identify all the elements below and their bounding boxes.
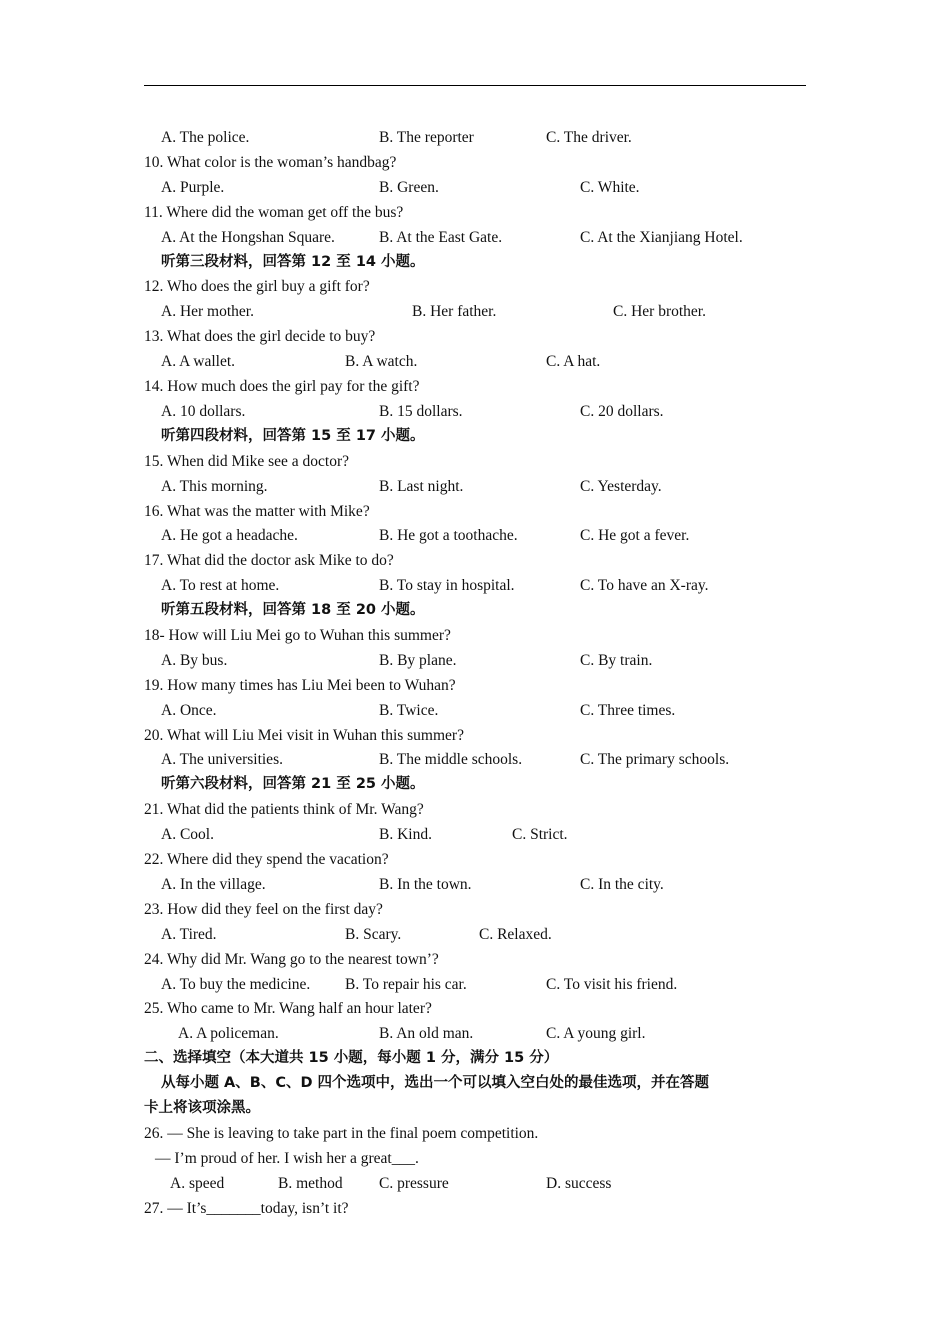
option-text: C. To visit his friend.: [546, 976, 678, 993]
text-line: [0, 1199, 950, 1219]
line-text: 19. How many times has Liu Mei been to Wuhan?: [144, 677, 456, 694]
text-line: [0, 975, 950, 995]
line-text: — I’m proud of her. I wish her a great___.: [155, 1150, 419, 1167]
line-text: 23. How did they feel on the first day?: [144, 901, 383, 918]
section-heading: [0, 600, 950, 620]
option-text: B. To stay in hospital.: [379, 577, 515, 594]
option-text: C. He got a fever.: [580, 527, 690, 544]
text-line: [0, 1124, 950, 1144]
section-heading: [0, 774, 950, 794]
option-text: A. speed: [170, 1175, 225, 1192]
line-text: 25. Who came to Mr. Wang half an hour later?: [144, 1000, 432, 1017]
line-text: 24. Why did Mr. Wang go to the nearest town’?: [144, 951, 439, 968]
option-text: A. He got a headache.: [161, 527, 298, 544]
option-text: B. Her father.: [412, 303, 497, 320]
text-line: [0, 875, 950, 895]
part-instruction: [0, 1098, 950, 1118]
option-text: B. Green.: [379, 179, 439, 196]
option-text: C. The primary schools.: [580, 751, 730, 768]
text-line: [0, 352, 950, 372]
header-rule: [144, 85, 806, 86]
option-text: A. Once.: [161, 702, 217, 719]
text-line: [0, 999, 950, 1019]
line-text: 15. When did Mike see a doctor?: [144, 453, 350, 470]
option-text: C. Her brother.: [613, 303, 706, 320]
line-text: 听第六段材料，回答第 21 至 25 小题。: [161, 776, 425, 792]
option-text: C. A hat.: [546, 353, 601, 370]
text-line: [0, 203, 950, 223]
text-line: [0, 228, 950, 248]
option-text: A. The universities.: [161, 751, 283, 768]
option-text: B. To repair his car.: [345, 976, 467, 993]
option-text: B. Last night.: [379, 478, 464, 495]
line-text: 17. What did the doctor ask Mike to do?: [144, 552, 394, 569]
text-line: [0, 576, 950, 596]
text-line: [0, 128, 950, 148]
line-text: 听第三段材料，回答第 12 至 14 小题。: [161, 254, 425, 270]
text-line: [0, 676, 950, 696]
option-text: A. The police.: [161, 129, 250, 146]
line-text: 11. Where did the woman get off the bus?: [144, 204, 404, 221]
line-text: 20. What will Liu Mei visit in Wuhan this summer?: [144, 727, 464, 744]
line-text: 18- How will Liu Mei go to Wuhan this summer?: [144, 627, 451, 644]
option-text: B. 15 dollars.: [379, 403, 463, 420]
line-text: 21. What did the patients think of Mr. Wang?: [144, 801, 424, 818]
text-line: [0, 551, 950, 571]
line-text: 听第四段材料，回答第 15 至 17 小题。: [161, 428, 425, 444]
option-text: A. Her mother.: [161, 303, 254, 320]
option-text: A. In the village.: [161, 876, 266, 893]
text-line: [0, 900, 950, 920]
option-text: A. At the Hongshan Square.: [161, 229, 335, 246]
option-text: A. To buy the medicine.: [161, 976, 311, 993]
option-text: A. 10 dollars.: [161, 403, 246, 420]
line-text: 26. — She is leaving to take part in the final poem competition.: [144, 1125, 539, 1142]
option-text: C. In the city.: [580, 876, 664, 893]
text-line: [0, 1024, 950, 1044]
text-line: [0, 825, 950, 845]
section-heading: [0, 426, 950, 446]
text-line: [0, 277, 950, 297]
option-text: A. This morning.: [161, 478, 268, 495]
option-text: A. Tired.: [161, 926, 217, 943]
line-text: 听第五段材料，回答第 18 至 20 小题。: [161, 602, 425, 618]
line-text: 16. What was the matter with Mike?: [144, 503, 370, 520]
text-line: [0, 153, 950, 173]
part-instruction: [0, 1048, 950, 1068]
text-line: [0, 477, 950, 497]
text-line: [0, 327, 950, 347]
option-text: C. Strict.: [512, 826, 568, 843]
option-text: A. By bus.: [161, 652, 228, 669]
option-text: B. A watch.: [345, 353, 418, 370]
option-text: B. Scary.: [345, 926, 402, 943]
option-text: B. The middle schools.: [379, 751, 523, 768]
option-text: A. A policeman.: [178, 1025, 279, 1042]
option-text: C. The driver.: [546, 129, 632, 146]
option-text: C. A young girl.: [546, 1025, 646, 1042]
option-text: B. Kind.: [379, 826, 432, 843]
text-line: [0, 526, 950, 546]
option-text: C. Relaxed.: [479, 926, 552, 943]
option-text: C. By train.: [580, 652, 653, 669]
option-text: B. In the town.: [379, 876, 472, 893]
option-text: C. pressure: [379, 1175, 449, 1192]
text-line: [0, 701, 950, 721]
line-text: 卡上将该项涂黑。: [144, 1100, 260, 1116]
text-line: [0, 651, 950, 671]
option-text: C. Three times.: [580, 702, 676, 719]
option-text: B. method: [278, 1175, 343, 1192]
line-text: 22. Where did they spend the vacation?: [144, 851, 389, 868]
text-line: [0, 800, 950, 820]
part-instruction: [0, 1073, 950, 1093]
option-text: B. He got a toothache.: [379, 527, 518, 544]
option-text: A. Cool.: [161, 826, 214, 843]
line-text: 从每小题 A、B、C、D 四个选项中，选出一个可以填入空白处的最佳选项，并在答题: [161, 1075, 710, 1091]
line-text: 二、选择填空（本大道共 15 小题，每小题 1 分，满分 15 分）: [144, 1050, 559, 1066]
option-text: B. The reporter: [379, 129, 474, 146]
line-text: 14. How much does the girl pay for the gift?: [144, 378, 420, 395]
option-text: C. White.: [580, 179, 640, 196]
text-line: [0, 178, 950, 198]
option-text: B. Twice.: [379, 702, 439, 719]
text-line: [0, 1174, 950, 1194]
option-text: D. success: [546, 1175, 612, 1192]
option-text: B. By plane.: [379, 652, 457, 669]
text-line: [0, 950, 950, 970]
line-text: 12. Who does the girl buy a gift for?: [144, 278, 370, 295]
text-line: [0, 452, 950, 472]
text-line: [0, 925, 950, 945]
option-text: C. 20 dollars.: [580, 403, 664, 420]
line-text: 13. What does the girl decide to buy?: [144, 328, 376, 345]
option-text: B. An old man.: [379, 1025, 474, 1042]
line-text: 10. What color is the woman’s handbag?: [144, 154, 397, 171]
option-text: A. To rest at home.: [161, 577, 280, 594]
option-text: C. Yesterday.: [580, 478, 662, 495]
text-line: [0, 502, 950, 522]
text-line: [0, 1149, 950, 1169]
option-text: C. At the Xianjiang Hotel.: [580, 229, 743, 246]
option-text: A. A wallet.: [161, 353, 236, 370]
text-line: [0, 850, 950, 870]
line-text: 27. — It’s_______today, isn’t it?: [144, 1200, 349, 1217]
text-line: [0, 377, 950, 397]
text-line: [0, 302, 950, 322]
section-heading: [0, 252, 950, 272]
text-line: [0, 750, 950, 770]
text-line: [0, 402, 950, 422]
option-text: B. At the East Gate.: [379, 229, 503, 246]
text-line: [0, 626, 950, 646]
option-text: C. To have an X-ray.: [580, 577, 709, 594]
option-text: A. Purple.: [161, 179, 225, 196]
text-line: [0, 726, 950, 746]
